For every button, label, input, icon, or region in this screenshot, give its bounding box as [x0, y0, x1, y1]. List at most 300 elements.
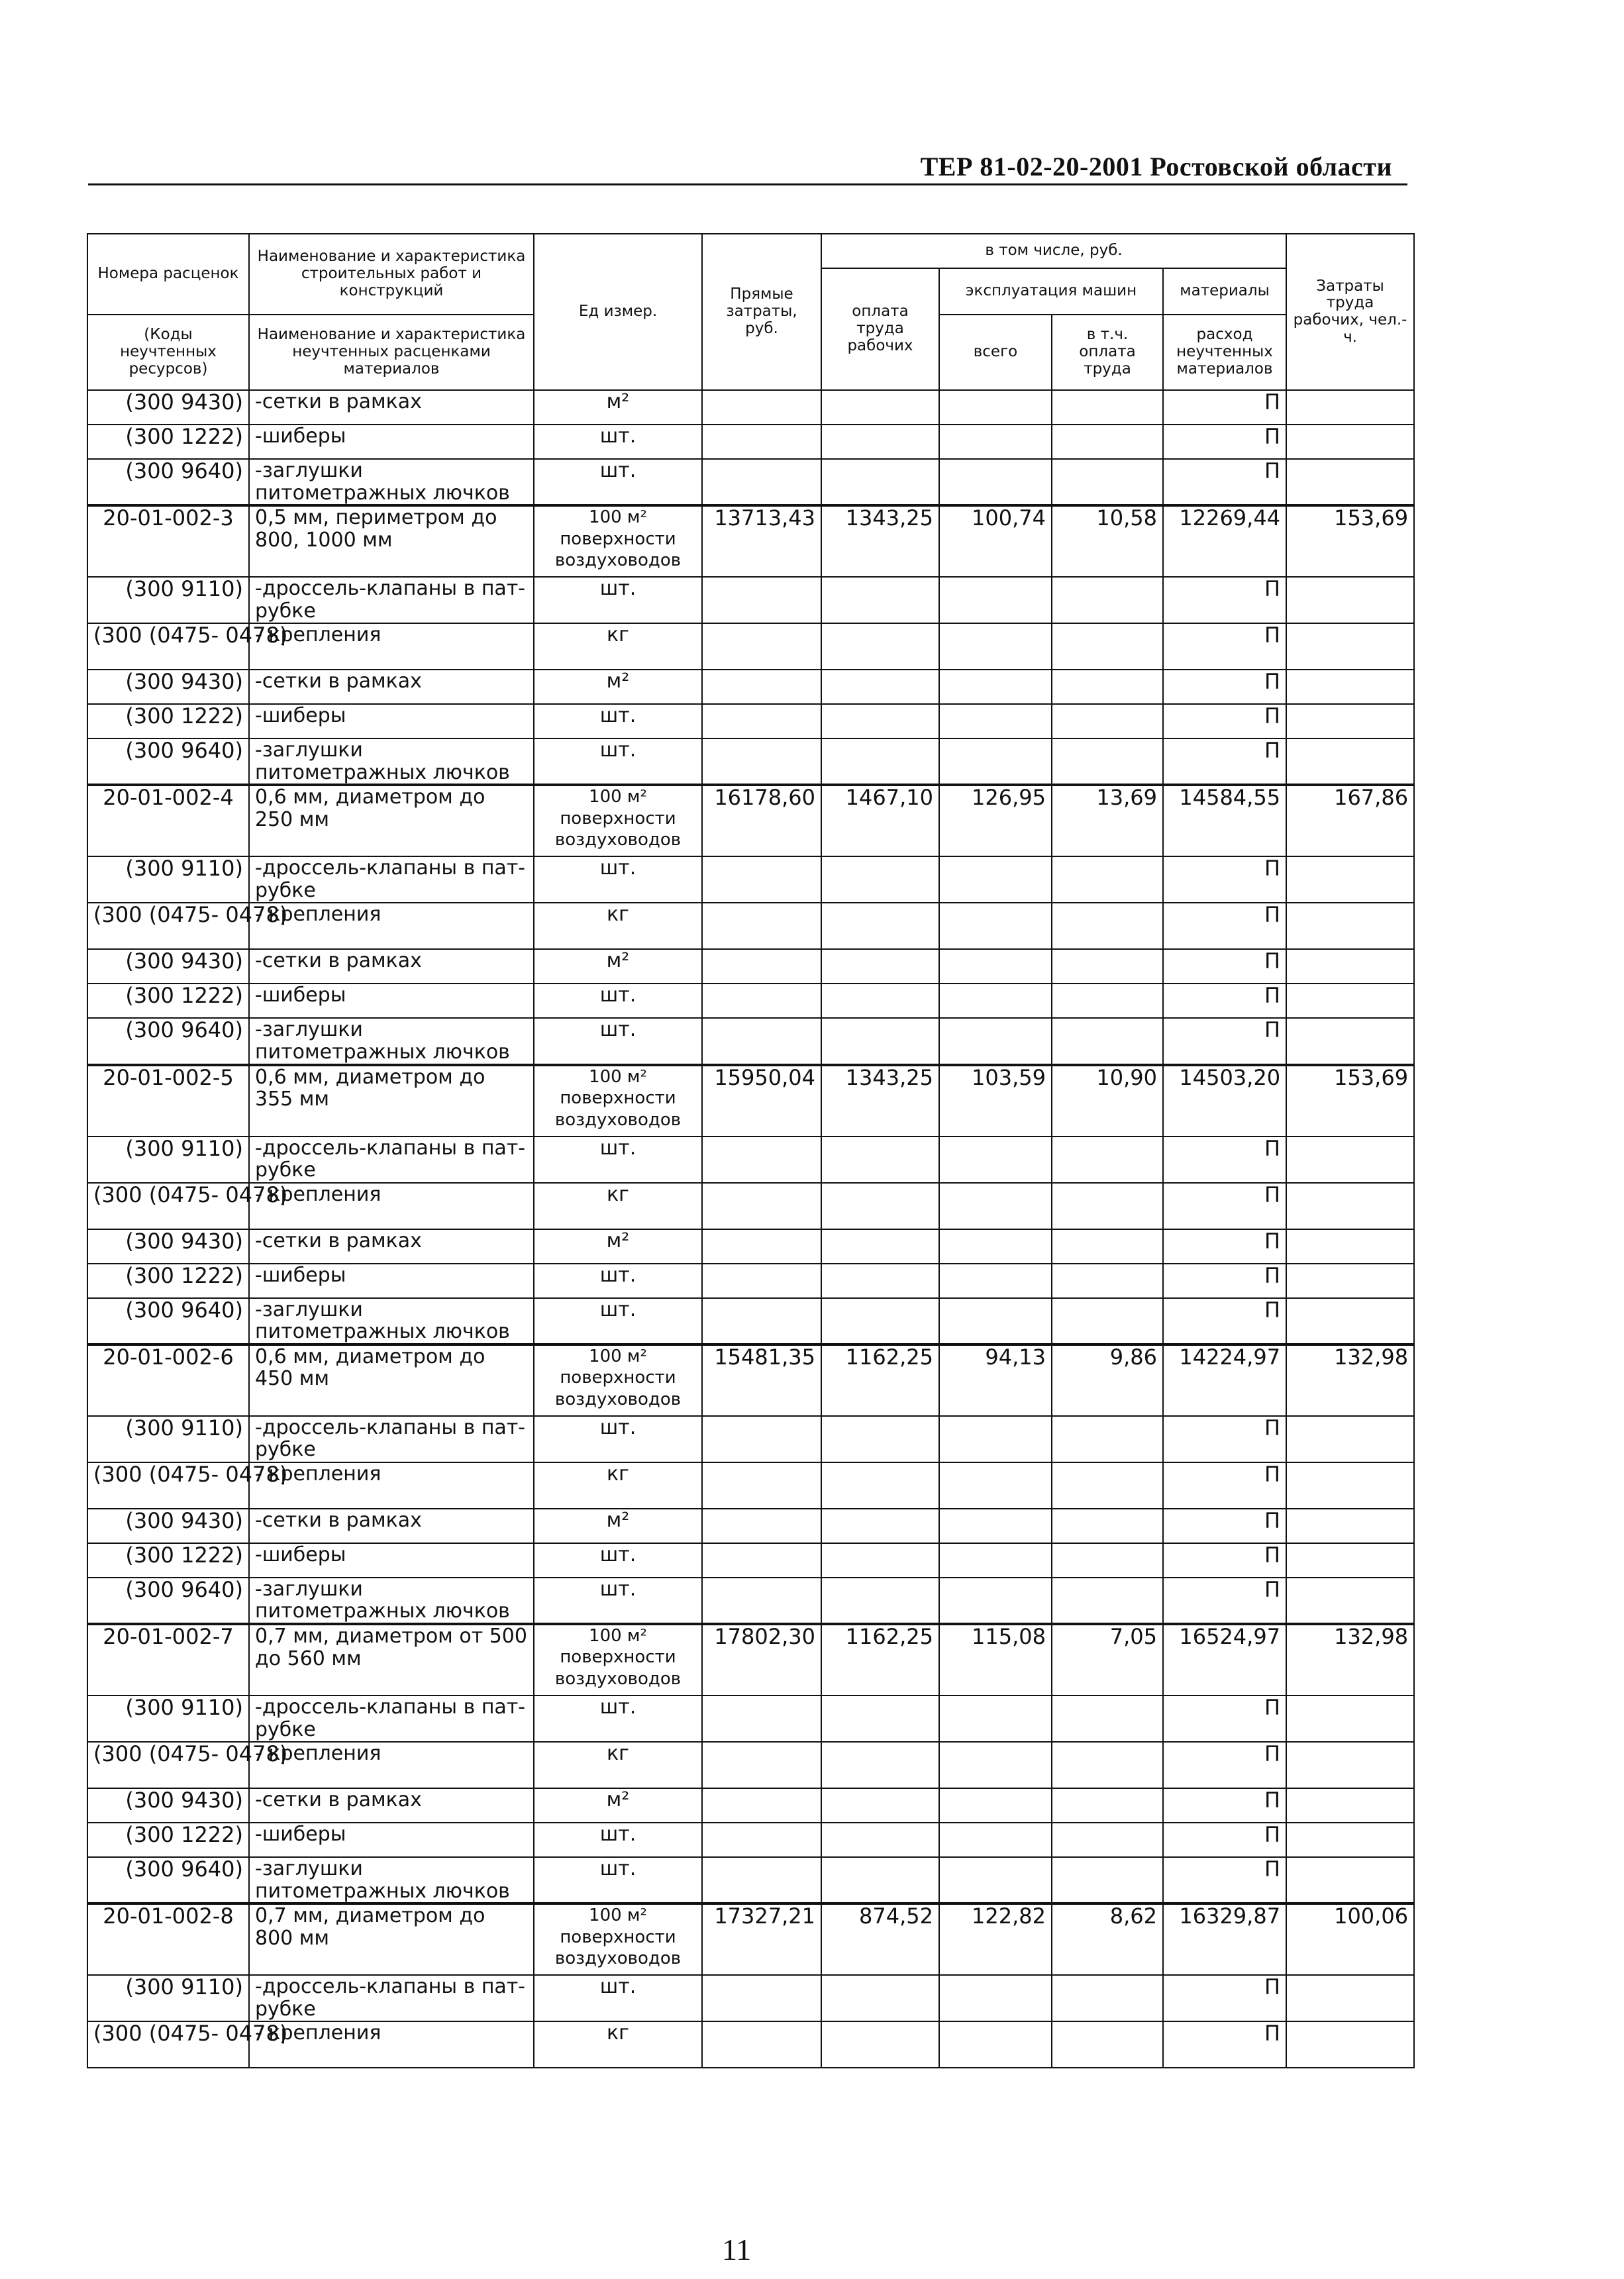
cell-materials: П	[1163, 1264, 1286, 1298]
cell-materials: П	[1163, 1543, 1286, 1578]
cell-unit: м²	[534, 390, 702, 425]
cell-labor-pay: 1467,10	[821, 785, 939, 856]
cell-direct-costs	[702, 1018, 821, 1064]
cell-labor-pay	[821, 459, 939, 505]
cell-unit: м²	[534, 1788, 702, 1823]
cell-direct-costs	[702, 1857, 821, 1903]
cell-rate-code: (300 1222)	[87, 704, 249, 738]
cell-machines-total	[939, 1742, 1052, 1788]
cell-machines-total	[939, 738, 1052, 785]
cell-labor-costs	[1286, 1975, 1414, 2021]
cell-direct-costs	[702, 1578, 821, 1624]
cell-labor-costs	[1286, 1298, 1414, 1344]
cell-work-name: -заглушки питометражных лючков	[249, 459, 534, 505]
cell-machines-pay	[1052, 1742, 1163, 1788]
cell-machines-pay	[1052, 1137, 1163, 1183]
cell-machines-total	[939, 1823, 1052, 1857]
cell-machines-pay: 10,58	[1052, 505, 1163, 577]
cell-machines-total	[939, 623, 1052, 670]
cell-labor-pay	[821, 1696, 939, 1742]
cell-labor-costs: 132,98	[1286, 1624, 1414, 1696]
resource-row	[87, 1543, 1414, 1578]
cell-materials: 16329,87	[1163, 1903, 1286, 1975]
cell-direct-costs	[702, 1742, 821, 1788]
cell-work-name: - крепления	[249, 903, 534, 949]
header-material-consumption: расход неучтенных материалов	[1163, 315, 1286, 390]
cell-machines-total	[939, 1788, 1052, 1823]
cell-materials: П	[1163, 738, 1286, 785]
cell-unit: шт.	[534, 856, 702, 903]
cell-unit: шт.	[534, 425, 702, 459]
cell-machines-total	[939, 1543, 1052, 1578]
resource-row	[87, 903, 1414, 949]
cell-machines-pay	[1052, 949, 1163, 984]
cell-direct-costs	[702, 1509, 821, 1543]
cell-rate-code: (300 9640)	[87, 1018, 249, 1064]
cell-labor-pay	[821, 1788, 939, 1823]
cell-rate-code: 20-01-002-4	[87, 785, 249, 856]
cell-machines-total	[939, 1696, 1052, 1742]
cell-labor-costs	[1286, 984, 1414, 1018]
cell-labor-pay	[821, 704, 939, 738]
cell-direct-costs	[702, 1183, 821, 1229]
cell-materials: П	[1163, 1509, 1286, 1543]
cell-materials: 14224,97	[1163, 1344, 1286, 1416]
cell-machines-total	[939, 1509, 1052, 1543]
cell-labor-pay: 1343,25	[821, 505, 939, 577]
header-direct-costs: Прямые затраты, руб.	[702, 234, 821, 390]
cell-machines-total	[939, 1018, 1052, 1064]
cell-materials: П	[1163, 1298, 1286, 1344]
cell-direct-costs	[702, 577, 821, 623]
resource-row	[87, 425, 1414, 459]
cell-direct-costs	[702, 1975, 821, 2021]
cell-work-name: -дроссель-клапаны в пат- рубке	[249, 577, 534, 623]
cell-unit: кг	[534, 1742, 702, 1788]
header-machines-total: всего	[939, 315, 1052, 390]
header-machines: эксплуатация машин	[939, 268, 1163, 315]
cell-direct-costs	[702, 738, 821, 785]
cell-machines-total	[939, 903, 1052, 949]
cell-materials: П	[1163, 2021, 1286, 2068]
cell-materials: П	[1163, 903, 1286, 949]
cell-unit: 100 м² поверхности воздуховодов	[534, 1903, 702, 1975]
cell-labor-costs	[1286, 1229, 1414, 1264]
cell-work-name: -заглушки питометражных лючков	[249, 1298, 534, 1344]
cell-labor-costs	[1286, 623, 1414, 670]
cell-unit: шт.	[534, 704, 702, 738]
cell-unit: шт.	[534, 1823, 702, 1857]
cell-materials: П	[1163, 459, 1286, 505]
cell-materials: П	[1163, 1416, 1286, 1462]
cell-labor-pay	[821, 1578, 939, 1624]
cell-machines-total	[939, 856, 1052, 903]
cell-work-name: 0,6 мм, диаметром до 450 мм	[249, 1344, 534, 1416]
resource-row	[87, 1975, 1414, 2021]
cell-labor-costs	[1286, 1823, 1414, 1857]
cell-labor-costs	[1286, 1462, 1414, 1509]
resource-row	[87, 1018, 1414, 1064]
cell-unit: шт.	[534, 1857, 702, 1903]
cell-labor-costs	[1286, 1578, 1414, 1624]
cell-work-name: - крепления	[249, 623, 534, 670]
cell-rate-code: (300 9430)	[87, 1229, 249, 1264]
cell-materials: П	[1163, 1018, 1286, 1064]
cell-materials: П	[1163, 704, 1286, 738]
cell-unit: шт.	[534, 1543, 702, 1578]
cell-labor-pay	[821, 1857, 939, 1903]
cell-labor-costs	[1286, 738, 1414, 785]
cell-machines-total: 115,08	[939, 1624, 1052, 1696]
resource-row	[87, 1696, 1414, 1742]
rate-row	[87, 1065, 1414, 1137]
cell-rate-code: (300 (0475- 0478)	[87, 1742, 249, 1788]
cell-work-name: -дроссель-клапаны в пат- рубке	[249, 856, 534, 903]
cell-work-name: -шиберы	[249, 984, 534, 1018]
cell-labor-costs	[1286, 2021, 1414, 2068]
cell-machines-pay	[1052, 903, 1163, 949]
cell-unit: кг	[534, 903, 702, 949]
cell-rate-code: (300 9110)	[87, 1696, 249, 1742]
cell-rate-code: (300 1222)	[87, 984, 249, 1018]
cell-unit: кг	[534, 623, 702, 670]
cell-direct-costs	[702, 903, 821, 949]
cell-labor-pay	[821, 577, 939, 623]
cell-machines-pay	[1052, 1857, 1163, 1903]
cell-unit: шт.	[534, 1696, 702, 1742]
cell-machines-pay	[1052, 704, 1163, 738]
cell-rate-code: (300 9110)	[87, 1137, 249, 1183]
cell-direct-costs	[702, 704, 821, 738]
cell-machines-pay: 8,62	[1052, 1903, 1163, 1975]
cell-labor-pay	[821, 949, 939, 984]
cell-machines-pay	[1052, 1578, 1163, 1624]
cell-rate-code: (300 1222)	[87, 1823, 249, 1857]
cell-rate-code: (300 9110)	[87, 856, 249, 903]
cell-machines-total	[939, 704, 1052, 738]
cell-machines-pay	[1052, 623, 1163, 670]
cell-labor-costs	[1286, 903, 1414, 949]
cell-materials: 16524,97	[1163, 1624, 1286, 1696]
cell-work-name: -сетки в рамках	[249, 1788, 534, 1823]
cell-unit: кг	[534, 1462, 702, 1509]
cell-labor-pay	[821, 1742, 939, 1788]
cell-direct-costs	[702, 1462, 821, 1509]
cell-labor-costs	[1286, 459, 1414, 505]
cell-labor-pay	[821, 1298, 939, 1344]
cell-unit: шт.	[534, 1975, 702, 2021]
cell-direct-costs: 13713,43	[702, 505, 821, 577]
header-unit: Ед измер.	[534, 234, 702, 390]
rate-row	[87, 785, 1414, 856]
cell-direct-costs	[702, 1788, 821, 1823]
cell-rate-code: (300 (0475- 0478)	[87, 623, 249, 670]
cell-machines-pay	[1052, 1018, 1163, 1064]
cell-rate-code: (300 (0475- 0478)	[87, 2021, 249, 2068]
cell-work-name: -шиберы	[249, 704, 534, 738]
resource-row	[87, 1788, 1414, 1823]
cell-unit: 100 м² поверхности воздуховодов	[534, 785, 702, 856]
cell-rate-code: 20-01-002-5	[87, 1065, 249, 1137]
header-material-name: Наименование и характеристика неучтенных расценками материалов	[249, 315, 534, 390]
cell-work-name: -шиберы	[249, 1543, 534, 1578]
cell-unit: шт.	[534, 577, 702, 623]
cell-machines-total	[939, 1578, 1052, 1624]
cell-machines-total	[939, 1298, 1052, 1344]
cell-machines-total	[939, 459, 1052, 505]
cell-work-name: - крепления	[249, 1742, 534, 1788]
cell-machines-pay	[1052, 1183, 1163, 1229]
cell-unit: м²	[534, 1509, 702, 1543]
cell-materials: П	[1163, 623, 1286, 670]
cell-labor-pay	[821, 1416, 939, 1462]
cell-unit: 100 м² поверхности воздуховодов	[534, 1624, 702, 1696]
cell-labor-pay: 1162,25	[821, 1624, 939, 1696]
cell-materials: 12269,44	[1163, 505, 1286, 577]
cell-machines-total	[939, 425, 1052, 459]
cell-materials: П	[1163, 1696, 1286, 1742]
cell-work-name: 0,6 мм, диаметром до 250 мм	[249, 785, 534, 856]
cell-unit: м²	[534, 1229, 702, 1264]
cell-labor-pay	[821, 1229, 939, 1264]
cell-machines-pay	[1052, 1788, 1163, 1823]
cell-machines-total: 126,95	[939, 785, 1052, 856]
cell-machines-total	[939, 1462, 1052, 1509]
header-labor-pay: оплата труда рабочих	[821, 268, 939, 390]
cell-materials: П	[1163, 577, 1286, 623]
cell-materials: П	[1163, 949, 1286, 984]
cell-direct-costs	[702, 1298, 821, 1344]
cell-labor-pay	[821, 1543, 939, 1578]
cell-rate-code: 20-01-002-3	[87, 505, 249, 577]
resource-row	[87, 1742, 1414, 1788]
cell-machines-total	[939, 1183, 1052, 1229]
cell-labor-costs	[1286, 1183, 1414, 1229]
cell-materials: П	[1163, 1788, 1286, 1823]
cell-rate-code: 20-01-002-6	[87, 1344, 249, 1416]
cell-rate-code: (300 1222)	[87, 1264, 249, 1298]
cell-labor-costs	[1286, 1509, 1414, 1543]
cell-direct-costs	[702, 623, 821, 670]
cell-rate-code: (300 9640)	[87, 1578, 249, 1624]
cell-machines-pay	[1052, 670, 1163, 704]
cell-rate-code: (300 (0475- 0478)	[87, 1462, 249, 1509]
cell-rate-code: (300 9110)	[87, 577, 249, 623]
cell-labor-costs	[1286, 1857, 1414, 1903]
cell-labor-costs	[1286, 1137, 1414, 1183]
title-rule	[88, 183, 1407, 185]
cell-direct-costs	[702, 1543, 821, 1578]
cell-labor-costs: 167,86	[1286, 785, 1414, 856]
cell-rate-code: (300 (0475- 0478)	[87, 1183, 249, 1229]
cell-materials: П	[1163, 1742, 1286, 1788]
resource-row	[87, 1416, 1414, 1462]
cell-labor-costs	[1286, 577, 1414, 623]
cell-direct-costs	[702, 949, 821, 984]
cell-direct-costs	[702, 1137, 821, 1183]
resource-row	[87, 704, 1414, 738]
cell-machines-total	[939, 1857, 1052, 1903]
cell-materials: П	[1163, 670, 1286, 704]
cell-labor-costs	[1286, 1416, 1414, 1462]
header-rate-number: Номера расценок	[87, 234, 249, 315]
cell-work-name: 0,7 мм, диаметром от 500 до 560 мм	[249, 1624, 534, 1696]
cell-machines-pay	[1052, 1823, 1163, 1857]
cell-machines-pay	[1052, 1509, 1163, 1543]
cell-materials: 14503,20	[1163, 1065, 1286, 1137]
cell-machines-total: 94,13	[939, 1344, 1052, 1416]
cell-rate-code: (300 9640)	[87, 1298, 249, 1344]
cell-direct-costs: 15950,04	[702, 1065, 821, 1137]
resource-row	[87, 1462, 1414, 1509]
resource-row	[87, 856, 1414, 903]
cell-work-name: -шиберы	[249, 1264, 534, 1298]
cell-labor-pay: 1162,25	[821, 1344, 939, 1416]
cell-materials: П	[1163, 1462, 1286, 1509]
cell-machines-pay	[1052, 1229, 1163, 1264]
cell-work-name: -шиберы	[249, 425, 534, 459]
cell-machines-pay: 9,86	[1052, 1344, 1163, 1416]
cell-machines-pay	[1052, 1696, 1163, 1742]
cell-labor-costs	[1286, 856, 1414, 903]
cell-labor-pay	[821, 670, 939, 704]
document-title: ТЕР 81-02-20-2001 Ростовской области	[920, 152, 1392, 181]
cell-work-name: - крепления	[249, 2021, 534, 2068]
cell-labor-costs	[1286, 949, 1414, 984]
cell-labor-pay	[821, 856, 939, 903]
cell-direct-costs: 17327,21	[702, 1903, 821, 1975]
resource-row	[87, 738, 1414, 785]
resource-row	[87, 1137, 1414, 1183]
cell-materials: П	[1163, 390, 1286, 425]
cell-unit: 100 м² поверхности воздуховодов	[534, 505, 702, 577]
cell-labor-pay: 874,52	[821, 1903, 939, 1975]
rates-table-body	[87, 390, 1414, 2068]
cell-machines-pay	[1052, 459, 1163, 505]
cell-rate-code: 20-01-002-8	[87, 1903, 249, 1975]
cell-rate-code: (300 9430)	[87, 1788, 249, 1823]
cell-materials: П	[1163, 984, 1286, 1018]
cell-direct-costs	[702, 1696, 821, 1742]
cell-rate-code: (300 9110)	[87, 1975, 249, 2021]
cell-unit: шт.	[534, 1416, 702, 1462]
header-machines-pay: в т.ч. оплата труда	[1052, 315, 1163, 390]
cell-machines-total: 103,59	[939, 1065, 1052, 1137]
cell-machines-total	[939, 984, 1052, 1018]
cell-machines-total	[939, 1975, 1052, 2021]
cell-machines-total	[939, 670, 1052, 704]
cell-rate-code: (300 9640)	[87, 1857, 249, 1903]
cell-machines-total	[939, 949, 1052, 984]
cell-work-name: -сетки в рамках	[249, 670, 534, 704]
cell-work-name: -сетки в рамках	[249, 1229, 534, 1264]
cell-labor-costs	[1286, 1788, 1414, 1823]
cell-machines-total	[939, 1229, 1052, 1264]
cell-machines-total	[939, 390, 1052, 425]
cell-machines-total: 122,82	[939, 1903, 1052, 1975]
cell-machines-total	[939, 1416, 1052, 1462]
cell-work-name: -шиберы	[249, 1823, 534, 1857]
cell-direct-costs	[702, 670, 821, 704]
cell-work-name: -сетки в рамках	[249, 390, 534, 425]
cell-unit: кг	[534, 1183, 702, 1229]
cell-unit: шт.	[534, 1298, 702, 1344]
cell-machines-pay	[1052, 425, 1163, 459]
cell-direct-costs	[702, 984, 821, 1018]
cell-work-name: -заглушки питометражных лючков	[249, 1018, 534, 1064]
resource-row	[87, 1823, 1414, 1857]
rate-row	[87, 1624, 1414, 1696]
cell-materials: П	[1163, 1823, 1286, 1857]
header-including: в том числе, руб.	[821, 234, 1286, 268]
cell-machines-pay: 10,90	[1052, 1065, 1163, 1137]
cell-work-name: -заглушки питометражных лючков	[249, 738, 534, 785]
resource-row	[87, 390, 1414, 425]
cell-direct-costs: 16178,60	[702, 785, 821, 856]
cell-machines-pay	[1052, 1543, 1163, 1578]
cell-work-name: - крепления	[249, 1183, 534, 1229]
cell-machines-total	[939, 1137, 1052, 1183]
cell-rate-code: (300 1222)	[87, 425, 249, 459]
cell-unit: 100 м² поверхности воздуховодов	[534, 1344, 702, 1416]
cell-materials: П	[1163, 856, 1286, 903]
cell-rate-code: (300 9640)	[87, 738, 249, 785]
cell-labor-pay	[821, 1823, 939, 1857]
cell-direct-costs	[702, 390, 821, 425]
cell-work-name: -дроссель-клапаны в пат- рубке	[249, 1416, 534, 1462]
resource-row	[87, 1509, 1414, 1543]
cell-labor-costs	[1286, 1264, 1414, 1298]
cell-labor-costs	[1286, 670, 1414, 704]
cell-materials: П	[1163, 1229, 1286, 1264]
cell-direct-costs	[702, 425, 821, 459]
cell-labor-pay	[821, 1137, 939, 1183]
rate-row	[87, 505, 1414, 577]
cell-direct-costs	[702, 459, 821, 505]
cell-unit: шт.	[534, 1264, 702, 1298]
cell-work-name: -заглушки питометражных лючков	[249, 1857, 534, 1903]
rate-row	[87, 1344, 1414, 1416]
cell-machines-pay: 13,69	[1052, 785, 1163, 856]
cell-labor-pay	[821, 390, 939, 425]
cell-labor-pay	[821, 425, 939, 459]
cell-unit: шт.	[534, 1578, 702, 1624]
resource-row	[87, 1298, 1414, 1344]
cell-machines-pay	[1052, 1416, 1163, 1462]
resource-row	[87, 984, 1414, 1018]
cell-labor-pay	[821, 1264, 939, 1298]
cell-unit: м²	[534, 670, 702, 704]
resource-row	[87, 1578, 1414, 1624]
resource-row	[87, 1229, 1414, 1264]
cell-unit: шт.	[534, 984, 702, 1018]
cell-rate-code: (300 (0475- 0478)	[87, 903, 249, 949]
resource-row	[87, 623, 1414, 670]
cell-machines-pay	[1052, 577, 1163, 623]
cell-unit: шт.	[534, 1018, 702, 1064]
cell-labor-costs: 132,98	[1286, 1344, 1414, 1416]
cell-unit: шт.	[534, 459, 702, 505]
cell-work-name: - крепления	[249, 1462, 534, 1509]
cell-work-name: -сетки в рамках	[249, 949, 534, 984]
cell-materials: 14584,55	[1163, 785, 1286, 856]
header-labor-costs: Затраты труда рабочих, чел.-ч.	[1286, 234, 1414, 390]
resource-row	[87, 949, 1414, 984]
cell-direct-costs: 15481,35	[702, 1344, 821, 1416]
cell-labor-costs	[1286, 1018, 1414, 1064]
rate-row	[87, 1903, 1414, 1975]
cell-labor-pay: 1343,25	[821, 1065, 939, 1137]
